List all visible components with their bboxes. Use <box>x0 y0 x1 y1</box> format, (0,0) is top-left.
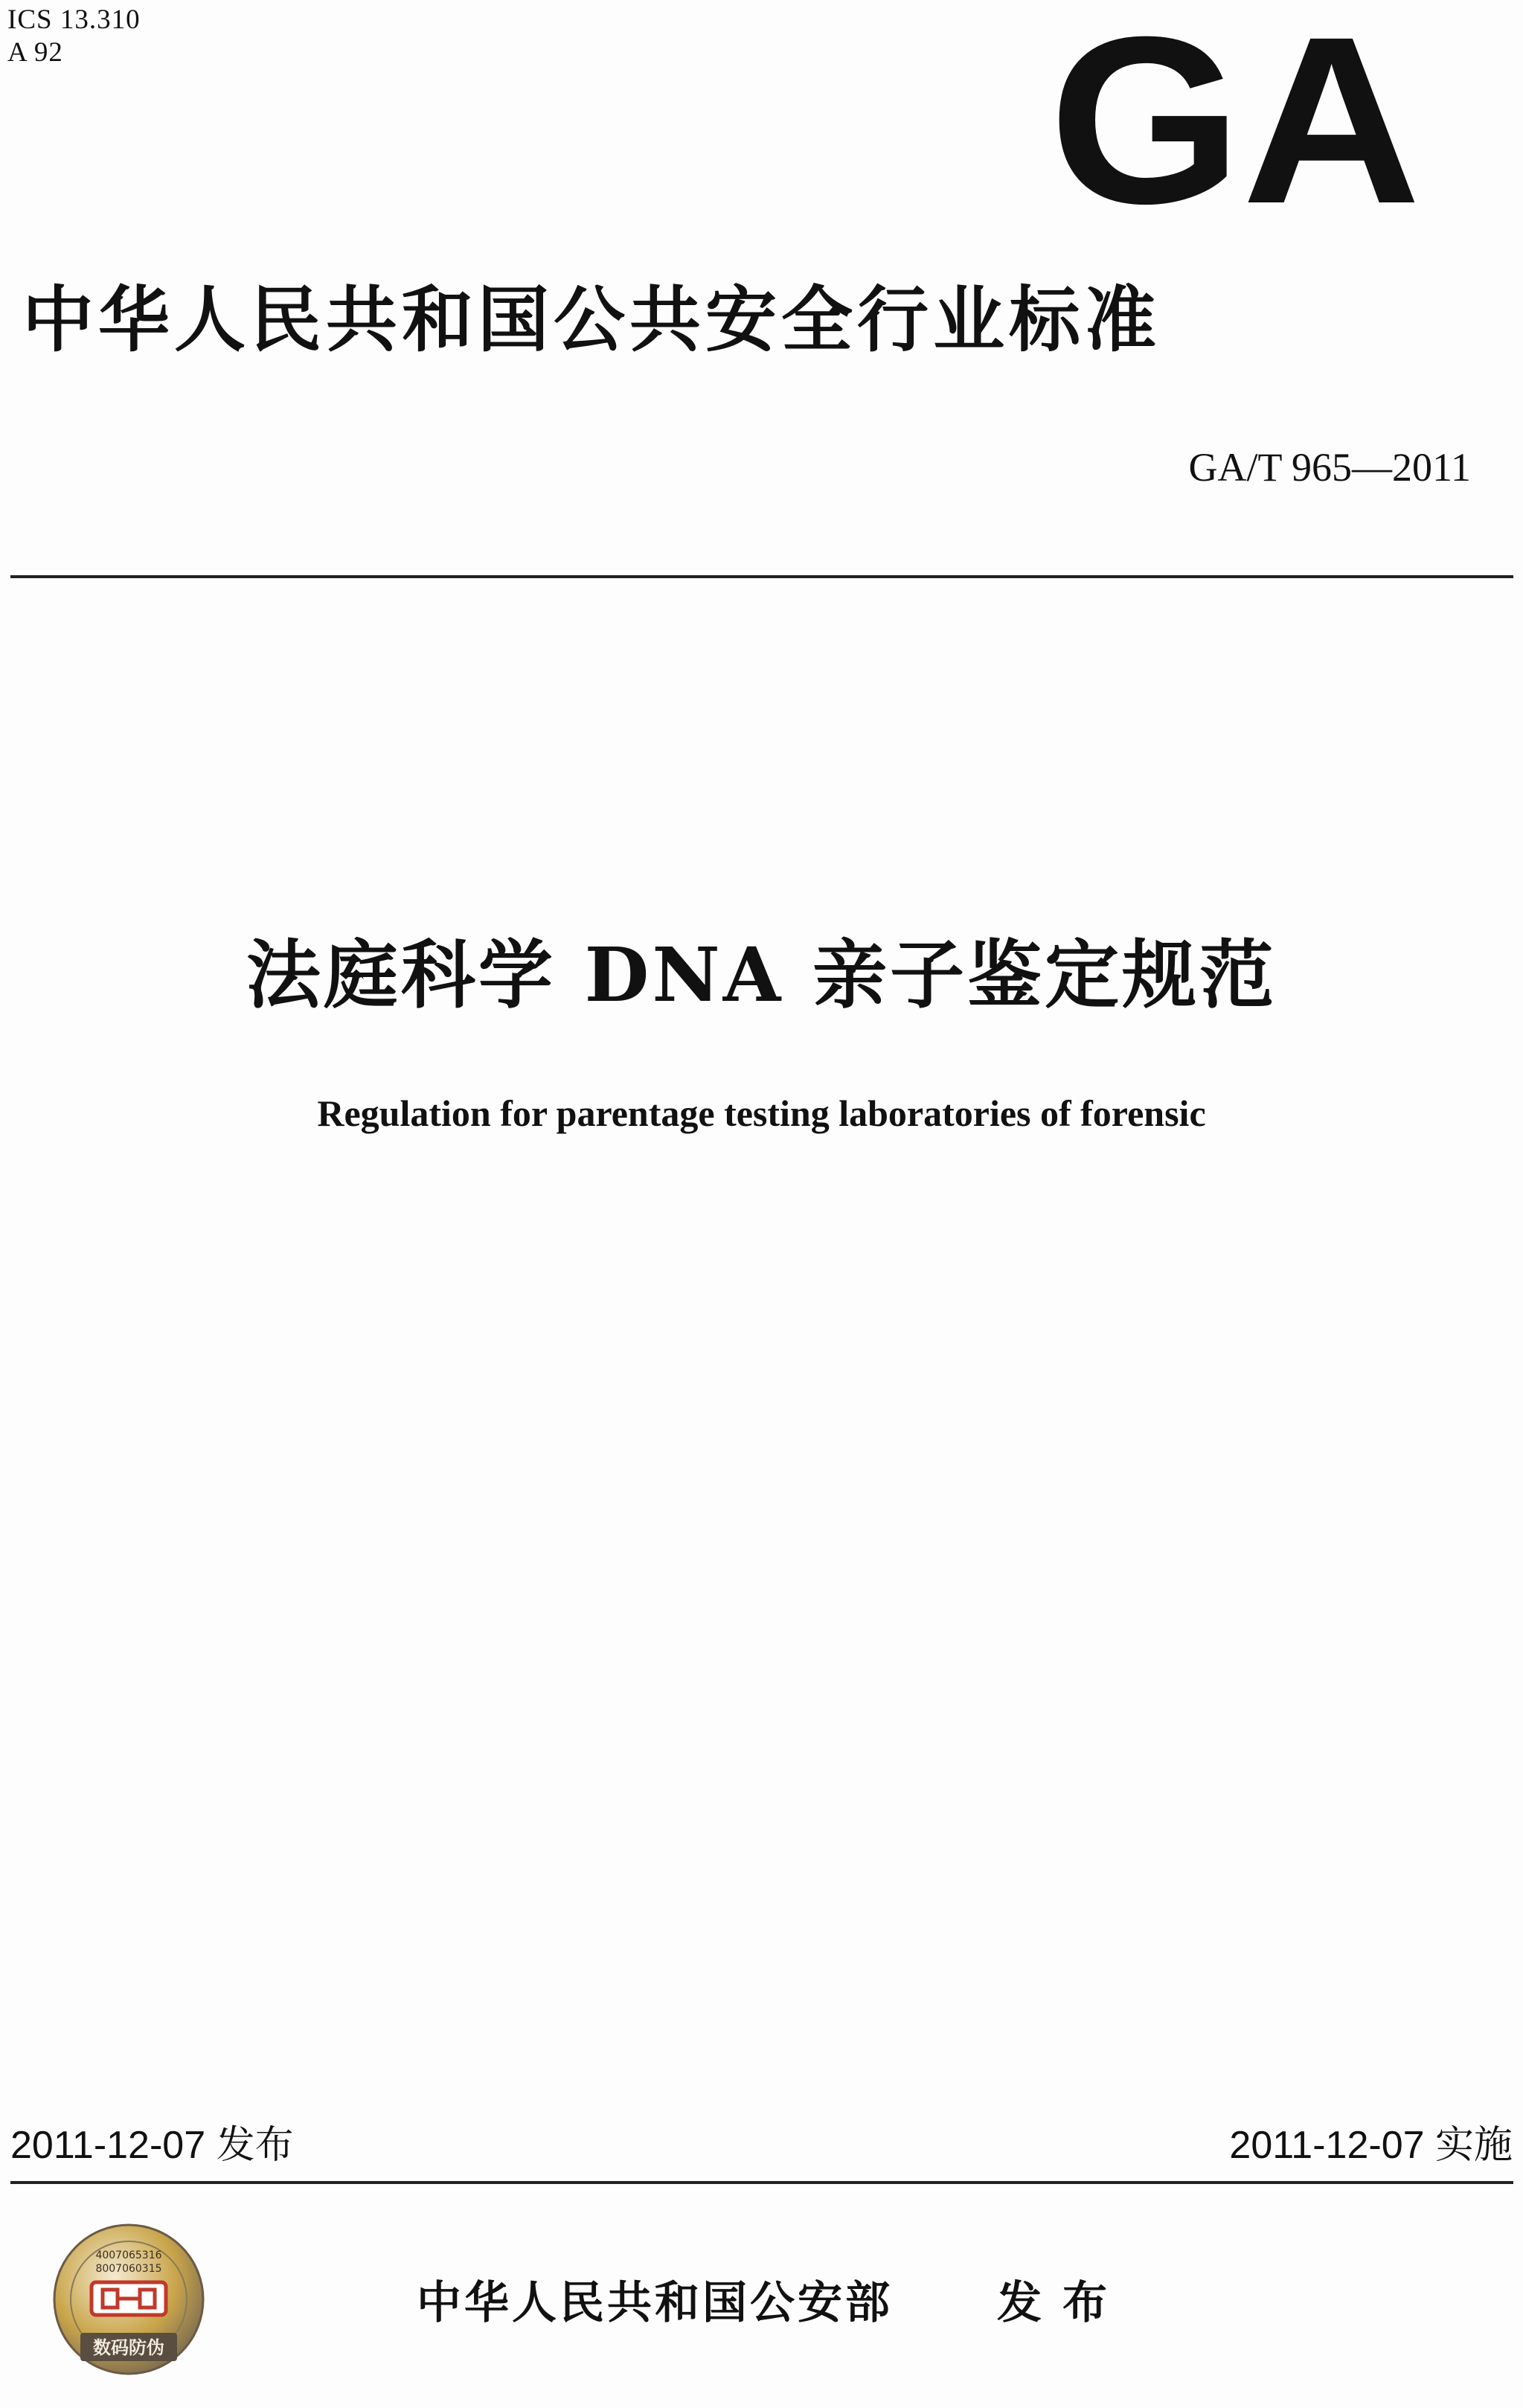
publish-action: 发布 <box>997 2277 1128 2329</box>
seal-label: 数码防伪 <box>93 2337 164 2358</box>
publisher-name: 中华人民共和国公安部 <box>417 2277 893 2329</box>
top-divider <box>10 575 1513 578</box>
classification-code: A 92 <box>7 37 63 68</box>
hologram-seal <box>51 2221 207 2377</box>
ics-code: ICS 13.310 <box>7 4 141 35</box>
ga-logo <box>1045 22 1425 216</box>
seal-serial-top: 4007065316 <box>95 2250 162 2261</box>
seal-serial-bottom: 8007060315 <box>95 2263 162 2275</box>
issue-date: 2011-12-07 发布 <box>10 2124 294 2167</box>
bottom-divider <box>10 2181 1513 2184</box>
document-title-en: Regulation for parentage testing laboratories of forensic <box>317 1092 1206 1134</box>
implementation-date: 2011-12-07 实施 <box>1229 2124 1513 2167</box>
standard-category-title: 中华人民共和国公共安全行业标准 <box>22 278 1161 362</box>
document-title-cn: 法庭科学 DNA 亲子鉴定规范 <box>246 931 1277 1019</box>
ga-logo-text: GA <box>1049 22 1421 216</box>
standard-number: GA/T 965—2011 <box>1188 445 1471 490</box>
